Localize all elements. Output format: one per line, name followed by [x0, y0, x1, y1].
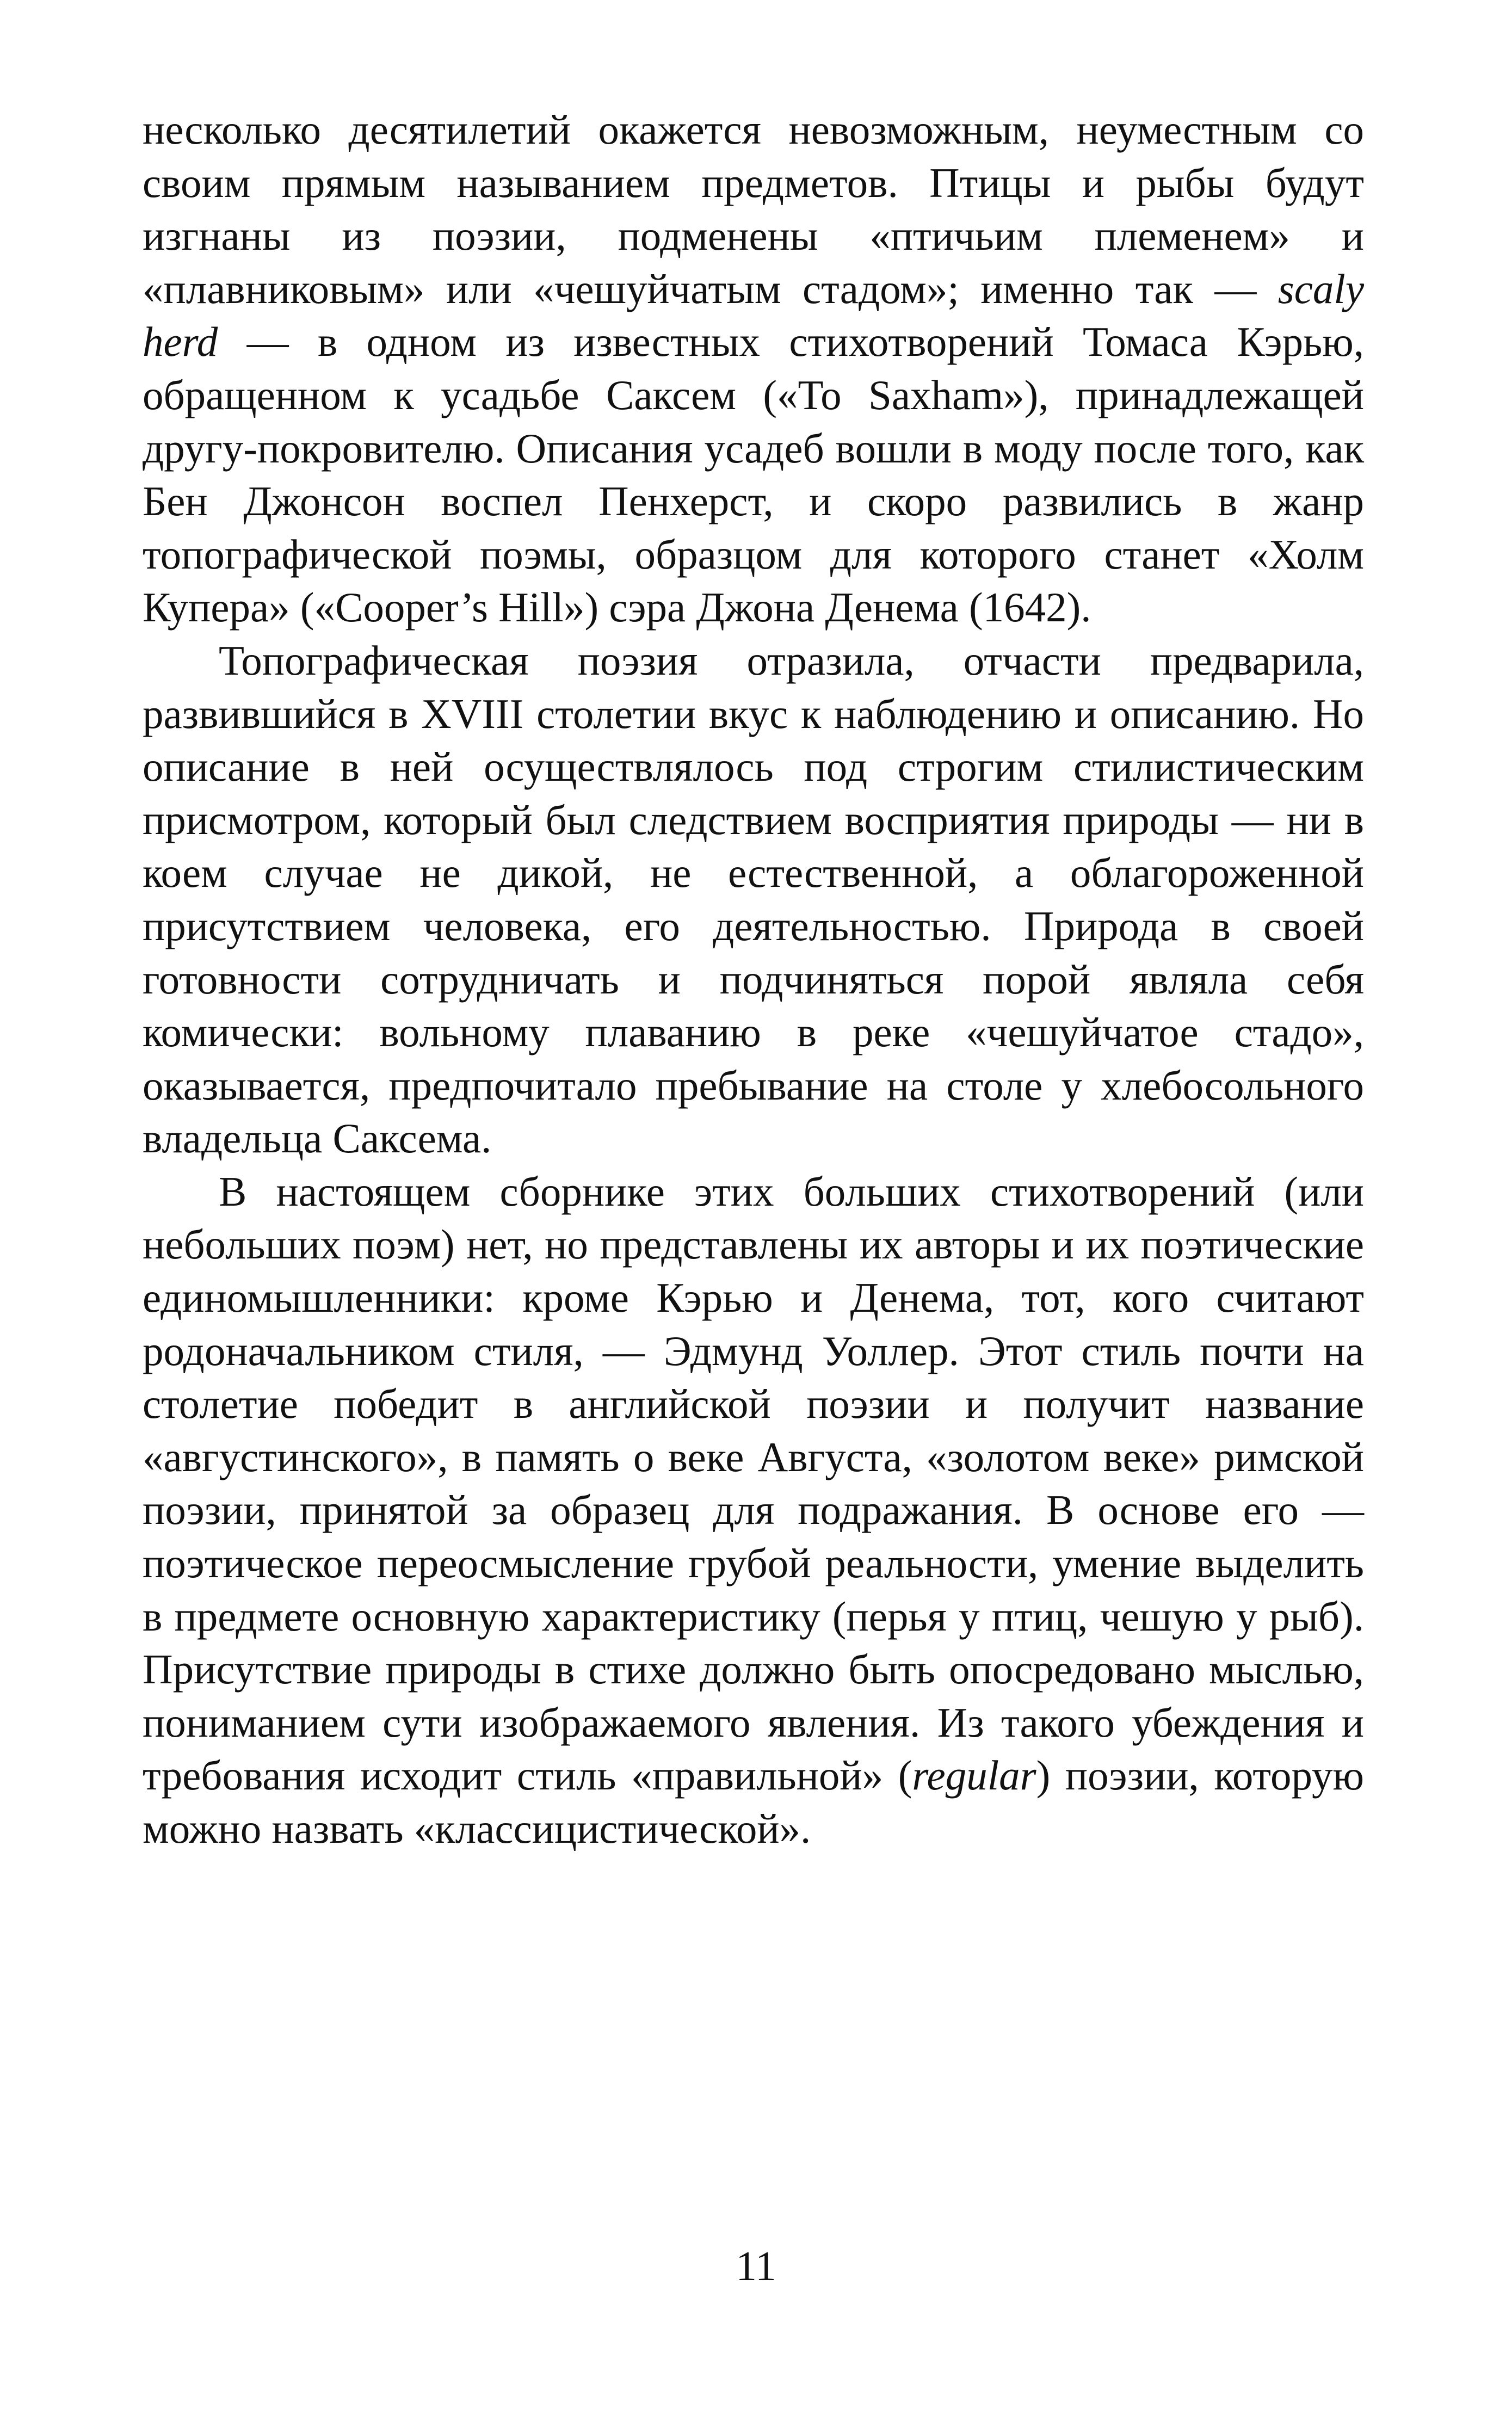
paragraph-1-italic-scaly-herd: scaly herd: [143, 265, 1364, 366]
paragraph-2-text: Топографическая поэзия отразила, отчасти предварила, развившийся в XVIII столетии вкус к наблюдению и описанию. Но описание в ней осуществлялось под строгим стилистическим присмотром, который был следствием восприятия природы — ни в коем случае не дикой, не естественной, а облагороженной присутствием человека, его деятельностью. Природа в своей готовности сотрудничать и подчиняться порой являла себя комически: вольному плаванию в реке «чешуйчатое стадо», оказывается, предпочитало пребывание на столе у хлебосольного владельца Саксема.: [143, 637, 1364, 1162]
paragraph-2: [143, 634, 1364, 1165]
paragraph-3: [143, 1165, 1364, 1856]
paragraph-1: [143, 103, 1364, 634]
page-number: 11: [736, 2243, 776, 2289]
paragraph-1-text-b: — в одном из известных стихотворений Томаса Кэрью, обращенном к усадьбе Саксем («To Saxham»), принадлежащей другу-покровителю. Описания усадеб вошли в моду после того, как Бен Джонсон воспел Пенхерст, и скоро развились в жанр топографической поэмы, образцом для которого станет «Холм Купера» («Cooper’s Hill») сэра Джона Денема (1642).: [143, 318, 1364, 631]
paragraph-3-text-a: В настоящем сборнике этих больших стихотворений (или небольших поэм) нет, но представлены их авторы и их поэтические единомышленники: кроме Кэрью и Денема, тот, кого считают родоначальником стиля, — Эдмунд Уоллер. Этот стиль почти на столетие победит в английской поэзии и получит название «августинского», в память о веке Августа, «золотом веке» римской поэзии, принятой за образец для подражания. В основе его — поэтическое переосмысление грубой реальности, умение выделить в предмете основную характеристику (перья у птиц, чешую у рыб). Присутствие природы в стихе должно быть опосредовано мыслью, пониманием сути изображаемого явления. Из такого убеждения и требования исходит стиль «правильной» (: [143, 1168, 1364, 1799]
paragraph-3-italic-regular: regular: [912, 1752, 1036, 1799]
page-text: [143, 103, 1364, 1856]
paragraph-3-text-b: ) поэзии, которую можно назвать «классицистической».: [143, 1752, 1364, 1852]
paragraph-1-text-a: несколько десятилетий окажется невозможным, неуместным со своим прямым называнием предметов. Птицы и рыбы будут изгнаны из поэзии, подменены «птичьим племенем» и «плавниковым» или «чешуйчатым стадом»; именно так —: [143, 106, 1364, 312]
